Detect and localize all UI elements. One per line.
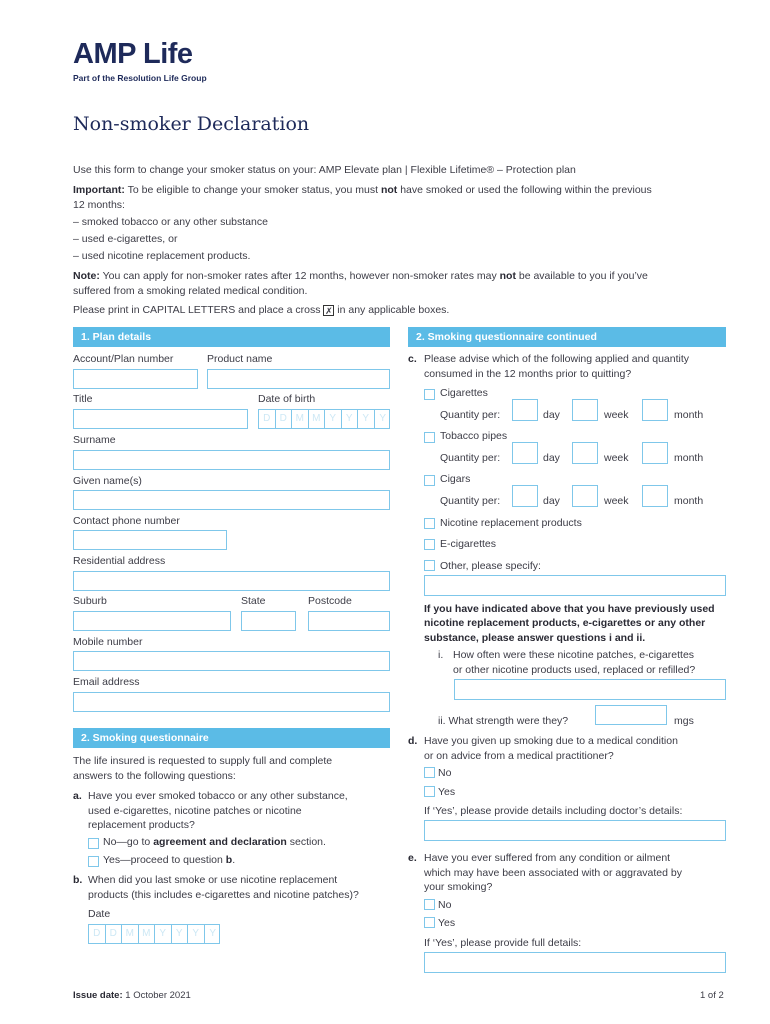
- page-title: Non-smoker Declaration: [73, 113, 310, 135]
- unit-day: day: [543, 452, 560, 464]
- logo-subtitle: Part of the Resolution Life Group: [73, 73, 207, 83]
- question-a-line-3: replacement products?: [88, 819, 195, 831]
- date-label: Date: [88, 908, 111, 920]
- note-text-cont: suffered from a smoking related medical condition.: [73, 285, 308, 297]
- smoking-intro-2: answers to the following questions:: [73, 770, 236, 782]
- date-month-2: M: [139, 925, 156, 943]
- question-e-line-3: your smoking?: [424, 881, 493, 893]
- conditional-note-1: If you have indicated above that you have previously used: [424, 603, 715, 615]
- state-label: State: [241, 595, 266, 607]
- question-a-line-2: used e-cigarettes, nicotine patches or nicotine: [88, 805, 302, 817]
- question-e-yes-label: Yes: [438, 917, 456, 929]
- dob-year-3: Y: [358, 410, 375, 428]
- strength-field[interactable]: [595, 705, 667, 725]
- given-names-field[interactable]: [73, 490, 390, 510]
- other-label: Other, please specify:: [440, 560, 541, 572]
- date-year-3: Y: [188, 925, 205, 943]
- conditional-note-2: nicotine replacement products, e-cigarettes or any other: [424, 617, 706, 629]
- state-field[interactable]: [241, 611, 296, 631]
- question-d-details-field[interactable]: [424, 820, 726, 841]
- bullet-1: – smoked tobacco or any other substance: [73, 216, 268, 228]
- question-b-letter: b.: [73, 874, 83, 886]
- page-number: 1 of 2: [700, 990, 724, 1001]
- question-d-no-checkbox[interactable]: [424, 767, 435, 778]
- question-b-line-2: products (this includes e-cigarettes and nicotine patches)?: [88, 889, 359, 901]
- suburb-field[interactable]: [73, 611, 231, 631]
- unit-week: week: [604, 452, 629, 464]
- account-label: Account/Plan number: [73, 353, 174, 365]
- question-i-line-2: or other nicotine products used, replaced or refilled?: [453, 664, 696, 676]
- plan-details-heading: 1. Plan details: [73, 327, 390, 347]
- intro-line: Use this form to change your smoker status on your: AMP Elevate plan | Flexible Lifetime® – Protection plan: [73, 164, 576, 176]
- tobacco-pipes-checkbox[interactable]: [424, 432, 435, 443]
- question-ii-label: ii. What strength were they?: [438, 715, 569, 727]
- cigars-day-field[interactable]: [512, 485, 538, 507]
- usage-frequency-field[interactable]: [454, 679, 726, 700]
- unit-month: month: [674, 409, 704, 421]
- date-year-1: Y: [155, 925, 172, 943]
- date-day-1: D: [89, 925, 106, 943]
- dob-year-1: Y: [325, 410, 342, 428]
- postcode-label: Postcode: [308, 595, 352, 607]
- surname-field[interactable]: [73, 450, 390, 470]
- question-d-yes-checkbox[interactable]: [424, 786, 435, 797]
- cigars-week-field[interactable]: [572, 485, 598, 507]
- phone-label: Contact phone number: [73, 515, 180, 527]
- question-b-line-1: When did you last smoke or use nicotine replacement: [88, 874, 338, 886]
- question-i-line-1: How often were these nicotine patches, e-cigarettes: [453, 649, 695, 661]
- mobile-label: Mobile number: [73, 636, 143, 648]
- question-d-details-label: If ‘Yes’, please provide details including doctor’s details:: [424, 805, 683, 817]
- question-d-no-label: No: [438, 767, 452, 779]
- conditional-note-3: substance, please answer questions i and ii.: [424, 632, 646, 644]
- question-d-line-1: Have you given up smoking due to a medical condition: [424, 735, 678, 747]
- question-a-line-1: Have you ever smoked tobacco or any other substance,: [88, 790, 348, 802]
- postcode-field[interactable]: [308, 611, 390, 631]
- mgs-label: mgs: [674, 715, 694, 727]
- question-e-details-label: If ‘Yes’, please provide full details:: [424, 937, 582, 949]
- last-smoked-date-field[interactable]: [88, 924, 220, 944]
- print-instruction: Please print in CAPITAL LETTERS and place a cross ✗ in any applicable boxes.: [73, 304, 450, 316]
- smoking-continued-heading: 2. Smoking questionnaire continued: [408, 327, 726, 347]
- amp-life-logo: AMP Life: [73, 38, 193, 70]
- issue-date: Issue date: 1 October 2021: [73, 990, 191, 1001]
- dob-month-1: M: [292, 410, 309, 428]
- question-e-no-label: No: [438, 899, 452, 911]
- phone-field[interactable]: [73, 530, 227, 550]
- title-label: Title: [73, 393, 93, 405]
- dob-label: Date of birth: [258, 393, 316, 405]
- account-number-field[interactable]: [73, 369, 198, 389]
- question-c-line-1: Please advise which of the following applied and quantity: [424, 353, 690, 365]
- title-field[interactable]: [73, 409, 248, 429]
- unit-day: day: [543, 409, 560, 421]
- cigarettes-month-field[interactable]: [642, 399, 668, 421]
- question-d-yes-label: Yes: [438, 786, 456, 798]
- given-names-label: Given name(s): [73, 475, 142, 487]
- question-a-no-label: No—go to agreement and declaration section.: [103, 836, 326, 848]
- unit-week: week: [604, 409, 629, 421]
- quantity-label: Quantity per:: [440, 409, 501, 421]
- email-field[interactable]: [73, 692, 390, 712]
- dob-month-2: M: [309, 410, 326, 428]
- question-a-no-checkbox[interactable]: [88, 838, 99, 849]
- pipes-month-field[interactable]: [642, 442, 668, 464]
- date-year-4: Y: [209, 928, 217, 939]
- cigarettes-label: Cigarettes: [440, 387, 488, 399]
- cigarettes-checkbox[interactable]: [424, 389, 435, 400]
- date-year-2: Y: [172, 925, 189, 943]
- question-e-yes-checkbox[interactable]: [424, 917, 435, 928]
- question-c-letter: c.: [408, 353, 417, 365]
- unit-month: month: [674, 495, 704, 507]
- dob-day-1: D: [259, 410, 276, 428]
- cigarettes-day-field[interactable]: [512, 399, 538, 421]
- question-i-number: i.: [438, 649, 444, 661]
- suburb-label: Suburb: [73, 595, 107, 607]
- e-cigarettes-checkbox[interactable]: [424, 539, 435, 550]
- question-a-yes-label: Yes—proceed to question b.: [103, 854, 236, 866]
- surname-label: Surname: [73, 434, 116, 446]
- unit-week: week: [604, 495, 629, 507]
- question-e-no-checkbox[interactable]: [424, 899, 435, 910]
- pipes-week-field[interactable]: [572, 442, 598, 464]
- product-name-field[interactable]: [207, 369, 390, 389]
- question-d-letter: d.: [408, 735, 418, 747]
- e-cigarettes-label: E-cigarettes: [440, 538, 497, 550]
- other-specify-field[interactable]: [424, 575, 726, 596]
- smoking-questionnaire-heading: 2. Smoking questionnaire: [73, 728, 390, 748]
- cigarettes-week-field[interactable]: [572, 399, 598, 421]
- dob-year-2: Y: [342, 410, 359, 428]
- dob-field[interactable]: [258, 409, 390, 429]
- question-e-line-2: which may have been associated with or aggravated by: [424, 867, 682, 879]
- cigars-checkbox[interactable]: [424, 475, 435, 486]
- quantity-label: Quantity per:: [440, 452, 501, 464]
- pipes-day-field[interactable]: [512, 442, 538, 464]
- unit-day: day: [543, 495, 560, 507]
- note-text: Note: You can apply for non-smoker rates after 12 months, however non-smoker rates may not be available to you if you’ve: [73, 270, 648, 282]
- cigars-month-field[interactable]: [642, 485, 668, 507]
- other-checkbox[interactable]: [424, 560, 435, 571]
- question-e-letter: e.: [408, 852, 417, 864]
- question-e-details-field[interactable]: [424, 952, 726, 973]
- question-d-line-2: or on advice from a medical practitioner?: [424, 750, 614, 762]
- mobile-field[interactable]: [73, 651, 390, 671]
- bullet-2: – used e-cigarettes, or: [73, 233, 178, 245]
- tobacco-pipes-label: Tobacco pipes: [440, 430, 508, 442]
- question-c-line-2: consumed in the 12 months prior to quitting?: [424, 368, 632, 380]
- email-label: Email address: [73, 676, 140, 688]
- address-field[interactable]: [73, 571, 390, 591]
- smoking-intro-1: The life insured is requested to supply full and complete: [73, 755, 333, 767]
- dob-year-4: Y: [379, 413, 387, 424]
- date-month-1: M: [122, 925, 139, 943]
- quantity-label: Quantity per:: [440, 495, 501, 507]
- address-label: Residential address: [73, 555, 166, 567]
- bullet-3: – used nicotine replacement products.: [73, 250, 251, 262]
- unit-month: month: [674, 452, 704, 464]
- question-a-yes-checkbox[interactable]: [88, 856, 99, 867]
- date-day-2: D: [106, 925, 123, 943]
- question-e-line-1: Have you ever suffered from any condition or ailment: [424, 852, 671, 864]
- nicotine-replacement-checkbox[interactable]: [424, 518, 435, 529]
- cigars-label: Cigars: [440, 473, 471, 485]
- nicotine-replacement-label: Nicotine replacement products: [440, 517, 582, 529]
- product-label: Product name: [207, 353, 273, 365]
- important-text: Important: To be eligible to change your smoker status, you must not have smoked or used the following within the previous: [73, 184, 652, 196]
- dob-day-2: D: [276, 410, 293, 428]
- question-a-letter: a.: [73, 790, 82, 802]
- cross-box-icon: ✗: [325, 305, 333, 316]
- important-text-cont: 12 months:: [73, 199, 125, 211]
